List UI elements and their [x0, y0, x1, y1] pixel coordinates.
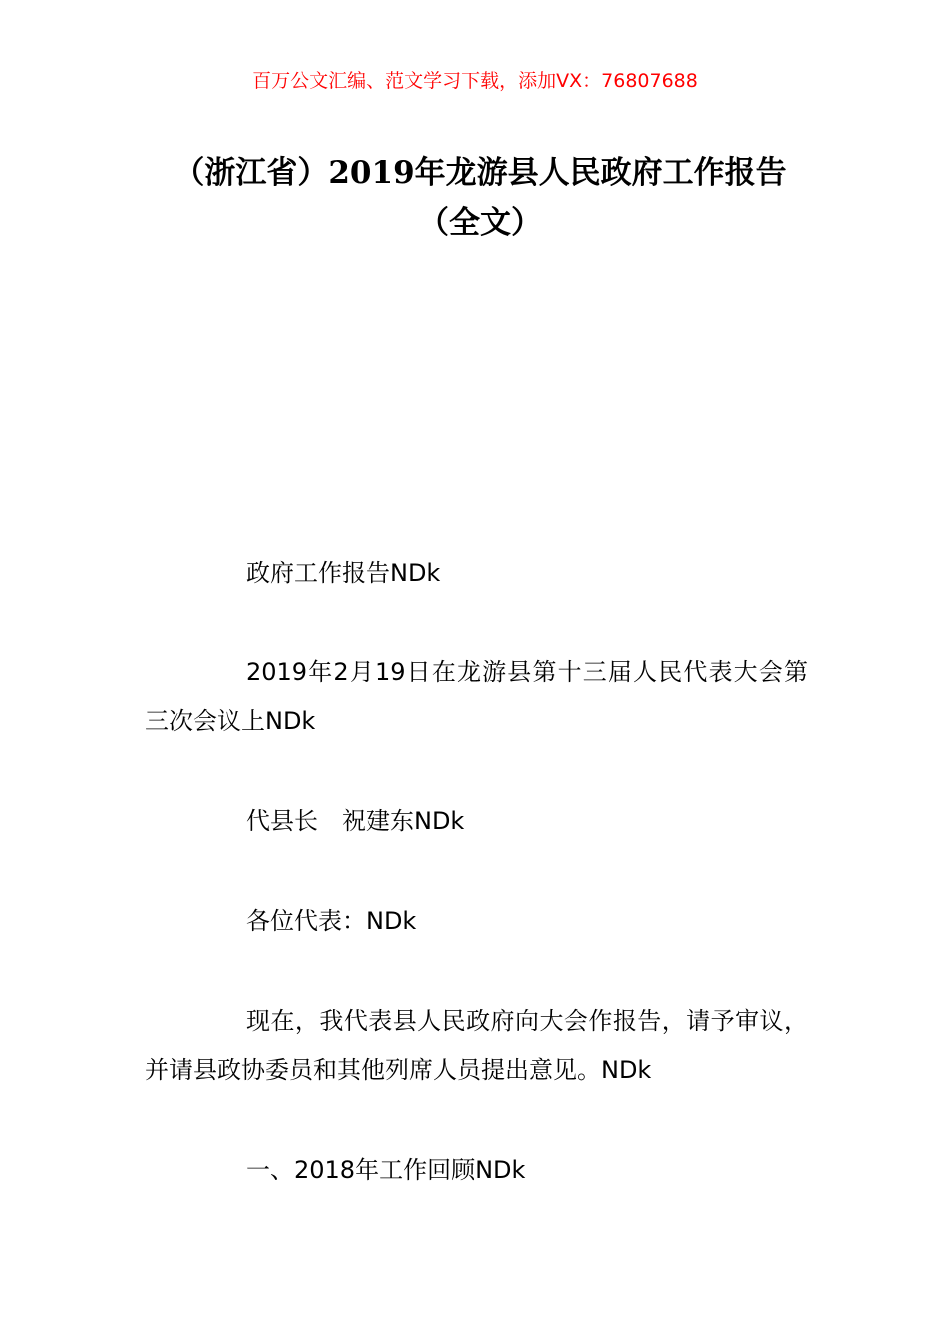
document-title: （浙江省）2019年龙游县人民政府工作报告（全文）	[173, 155, 787, 241]
paragraph-section-heading: 一、2018年工作回顾NDk	[246, 1156, 526, 1184]
paragraph-report-heading: 政府工作报告NDk	[246, 559, 441, 587]
paragraph-speaker: 代县长 祝建东NDk	[246, 807, 465, 835]
paragraph-opening: 现在，我代表县人民政府向大会作报告，请予审议，并请县政协委员和其他列席人员提出意见。NDk	[145, 1007, 808, 1084]
paragraph-meeting-info: 2019年2月19日在龙游县第十三届人民代表大会第三次会议上NDk	[145, 658, 808, 735]
paragraph-salutation: 各位代表：NDk	[246, 907, 417, 935]
header-note: 百万公文汇编、范文学习下载，添加VX：76807688	[252, 70, 698, 92]
